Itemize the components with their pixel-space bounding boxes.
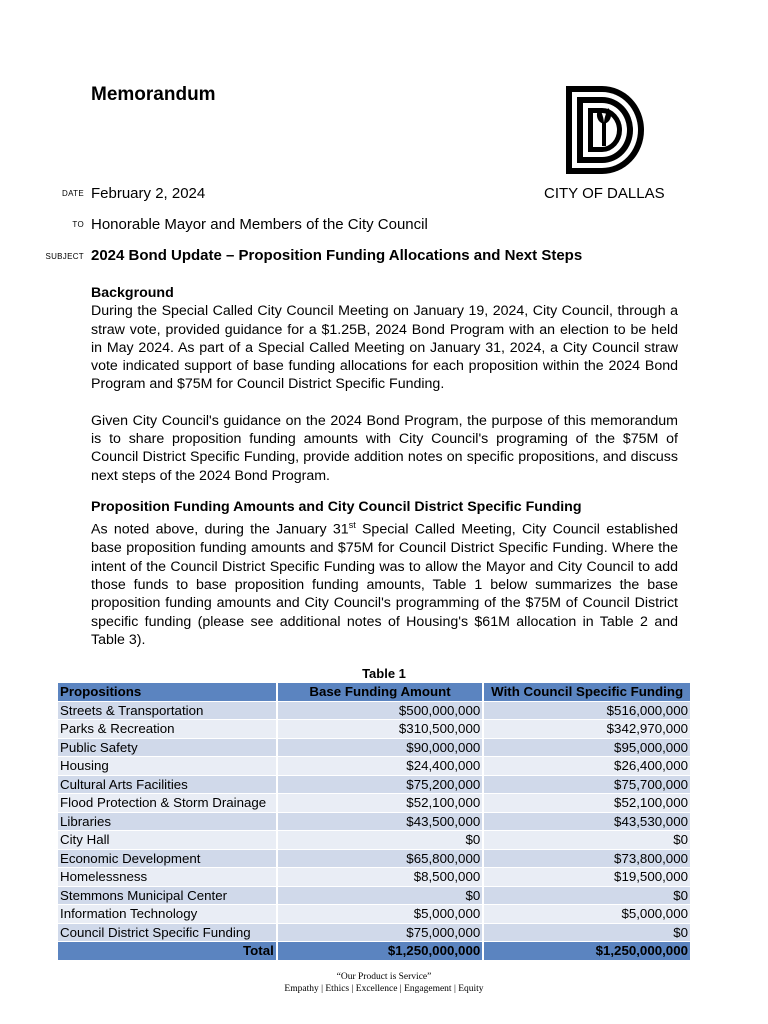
base-amount: $75,200,000 bbox=[278, 776, 482, 794]
proposition-name: Council District Specific Funding bbox=[58, 924, 276, 942]
proposition-name: Cultural Arts Facilities bbox=[58, 776, 276, 794]
funding-paragraph bbox=[91, 516, 678, 649]
footer-values: Empathy | Ethics | Excellence | Engagement | Equity bbox=[284, 984, 484, 994]
council-amount: $26,400,000 bbox=[484, 757, 690, 775]
council-amount: $0 bbox=[484, 887, 690, 905]
council-amount: $342,970,000 bbox=[484, 720, 690, 738]
proposition-name: Libraries bbox=[58, 813, 276, 831]
background-paragraph-1: During the Special Called City Council Meeting on January 19, 2024, City Council, through a straw vote, provided guidance for a $1.25B, 2024 Bond Program with an election to be held in May 2024. As part of a Special Called Meeting on January 31, 2024, a City Council straw vote indicated support of base funding allocations for each proposition within the 2024 Bond Program and $75M for Council District Specific Funding. bbox=[91, 303, 678, 393]
proposition-name: Streets & Transportation bbox=[58, 702, 276, 720]
memo-title: Memorandum bbox=[91, 84, 216, 105]
proposition-name: Housing bbox=[58, 757, 276, 775]
footer-motto: “Our Product is Service” bbox=[336, 972, 432, 982]
proposition-name: Economic Development bbox=[58, 850, 276, 868]
table-row bbox=[58, 702, 690, 720]
background-heading: Background bbox=[91, 285, 174, 301]
table-row bbox=[58, 905, 690, 923]
background-paragraph-2: Given City Council's guidance on the 2024 Bond Program, the purpose of this memorandum is to share proposition funding amounts with City Council's programing of the $75M of Council District Specific Funding, provide addition notes on specific propositions, and discuss next steps of the 2024 Bond Program. bbox=[91, 412, 678, 484]
base-amount: $90,000,000 bbox=[278, 739, 482, 757]
table-row bbox=[58, 924, 690, 942]
council-amount: $5,000,000 bbox=[484, 905, 690, 923]
funding-table bbox=[56, 682, 692, 961]
proposition-name: Public Safety bbox=[58, 739, 276, 757]
base-amount: $75,000,000 bbox=[278, 924, 482, 942]
base-amount: $500,000,000 bbox=[278, 702, 482, 720]
funding-section bbox=[91, 498, 678, 649]
table-row bbox=[58, 850, 690, 868]
table-row bbox=[58, 757, 690, 775]
memo-recipient: Honorable Mayor and Members of the City Council bbox=[91, 216, 428, 233]
org-name: CITY OF DALLAS bbox=[544, 185, 665, 202]
base-amount: $43,500,000 bbox=[278, 813, 482, 831]
table-row bbox=[58, 831, 690, 849]
council-amount: $0 bbox=[484, 924, 690, 942]
council-amount: $43,530,000 bbox=[484, 813, 690, 831]
background-section bbox=[91, 284, 678, 485]
table-row bbox=[58, 776, 690, 794]
subject-label: SUBJECT bbox=[45, 252, 84, 261]
column-header: With Council Specific Funding bbox=[484, 683, 690, 701]
table-row bbox=[58, 813, 690, 831]
total-council-amount: $1,250,000,000 bbox=[484, 942, 690, 960]
council-amount: $52,100,000 bbox=[484, 794, 690, 812]
total-row bbox=[58, 942, 690, 960]
base-amount: $5,000,000 bbox=[278, 905, 482, 923]
total-base-amount: $1,250,000,000 bbox=[278, 942, 482, 960]
city-of-dallas-logo bbox=[562, 82, 650, 178]
table-caption: Table 1 bbox=[362, 666, 406, 681]
base-amount: $24,400,000 bbox=[278, 757, 482, 775]
council-amount: $75,700,000 bbox=[484, 776, 690, 794]
council-amount: $516,000,000 bbox=[484, 702, 690, 720]
table-row bbox=[58, 720, 690, 738]
base-amount: $0 bbox=[278, 831, 482, 849]
funding-text-start: As noted above, during the January 31 bbox=[91, 522, 349, 539]
base-amount: $310,500,000 bbox=[278, 720, 482, 738]
base-amount: $52,100,000 bbox=[278, 794, 482, 812]
column-header: Base Funding Amount bbox=[278, 683, 482, 701]
proposition-name: Parks & Recreation bbox=[58, 720, 276, 738]
base-amount: $0 bbox=[278, 887, 482, 905]
council-amount: $0 bbox=[484, 831, 690, 849]
memo-subject: 2024 Bond Update – Proposition Funding Allocations and Next Steps bbox=[91, 247, 583, 264]
council-amount: $95,000,000 bbox=[484, 739, 690, 757]
funding-text-rest: Special Called Meeting, City Council established base proposition funding amounts and $75M for Council District Specific Funding. Where the intent of the Council District Specific Funding was to allow the Mayor and City Council to add those funds to base proposition funding amounts, Table 1 below summarizes the base proposition funding amounts and City Council's programming of the $75M of Council District specific funding (please see additional notes of Housing's $61M allocation in Table 2 and Table 3). bbox=[91, 522, 678, 648]
date-label: DATE bbox=[62, 189, 84, 198]
column-header: Propositions bbox=[58, 683, 276, 701]
base-amount: $65,800,000 bbox=[278, 850, 482, 868]
proposition-name: Stemmons Municipal Center bbox=[58, 887, 276, 905]
council-amount: $19,500,000 bbox=[484, 868, 690, 886]
total-label: Total bbox=[58, 942, 276, 960]
proposition-name: City Hall bbox=[58, 831, 276, 849]
proposition-name: Information Technology bbox=[58, 905, 276, 923]
council-amount: $73,800,000 bbox=[484, 850, 690, 868]
base-amount: $8,500,000 bbox=[278, 868, 482, 886]
ordinal-suffix: st bbox=[348, 520, 356, 531]
table-row bbox=[58, 794, 690, 812]
proposition-name: Homelessness bbox=[58, 868, 276, 886]
memo-date: February 2, 2024 bbox=[91, 185, 206, 202]
table-row bbox=[58, 868, 690, 886]
table-row bbox=[58, 739, 690, 757]
table-row bbox=[58, 887, 690, 905]
to-label: TO bbox=[72, 220, 84, 229]
proposition-name: Flood Protection & Storm Drainage bbox=[58, 794, 276, 812]
footer bbox=[0, 971, 768, 995]
funding-heading: Proposition Funding Amounts and City Council District Specific Funding bbox=[91, 499, 582, 515]
